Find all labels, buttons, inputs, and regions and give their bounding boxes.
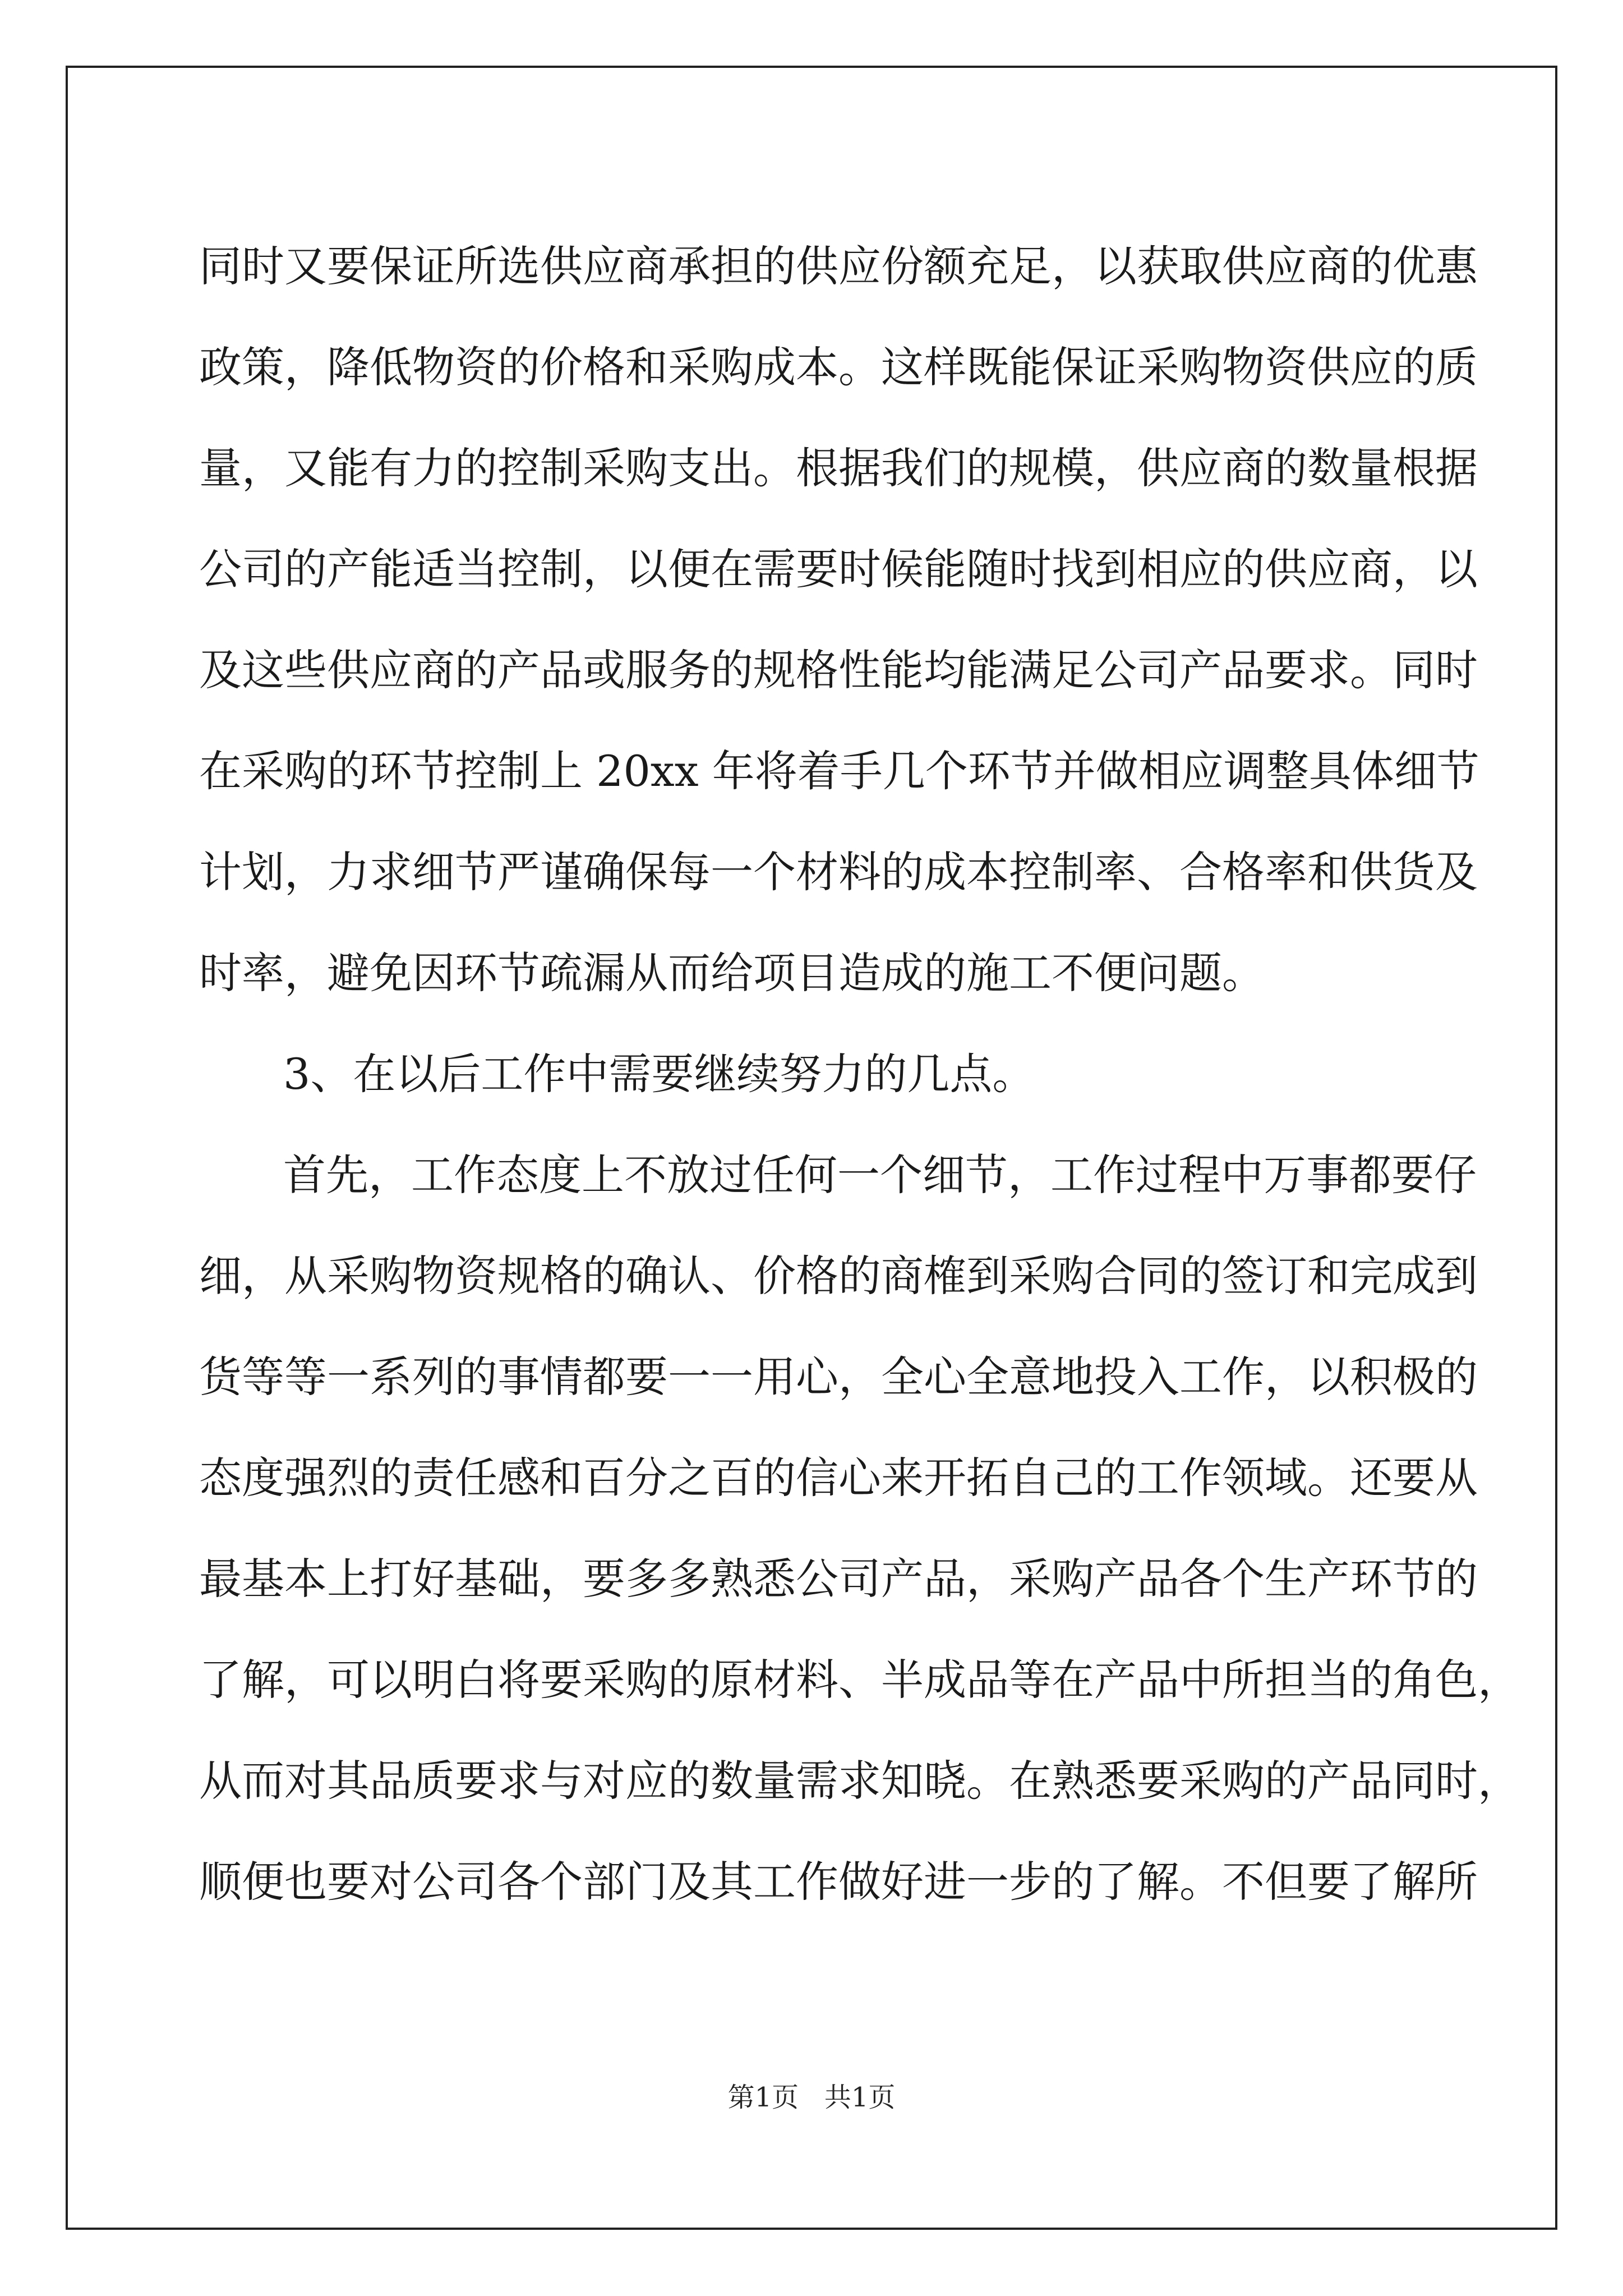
- body-line: 时率，避免因环节疏漏从而给项目造成的施工不便问题。: [199, 948, 1265, 998]
- document-body: [199, 216, 1520, 1932]
- body-line: 态度强烈的责任感和百分之百的信心来开拓自己的工作领域。还要从: [199, 1453, 1478, 1503]
- body-line: 公司的产能适当控制，以便在需要时候能随时找到相应的供应商，以: [199, 544, 1478, 594]
- body-line: 首先，工作态度上不放过任何一个细节，工作过程中万事都要仔: [283, 1150, 1477, 1200]
- body-line: 政策，降低物资的价格和采购成本。这样既能保证采购物资供应的质: [199, 342, 1478, 392]
- section-heading: 3、在以后工作中需要继续努力的几点。: [283, 1049, 1035, 1099]
- page-footer: 第1页 共1页: [727, 2082, 896, 2113]
- body-line: 顺便也要对公司各个部门及其工作做好进一步的了解。不但要了解所: [199, 1857, 1478, 1907]
- body-line: 量，又能有力的控制采购支出。根据我们的规模，供应商的数量根据: [199, 443, 1478, 493]
- body-line: 最基本上打好基础，要多多熟悉公司产品，采购产品各个生产环节的: [199, 1554, 1478, 1604]
- body-line: 货等等一系列的事情都要一一用心，全心全意地投入工作，以积极的: [199, 1352, 1478, 1402]
- body-line: 同时又要保证所选供应商承担的供应份额充足，以获取供应商的优惠: [199, 241, 1478, 291]
- body-line: 在采购的环节控制上 20xx 年将着手几个环节并做相应调整具体细节: [199, 746, 1479, 796]
- body-line: 了解，可以明白将要采购的原材料、半成品等在产品中所担当的角色，: [199, 1655, 1520, 1705]
- body-line: 计划，力求细节严谨确保每一个材料的成本控制率、合格率和供货及: [199, 847, 1478, 897]
- body-line: 及这些供应商的产品或服务的规格性能均能满足公司产品要求。同时: [199, 645, 1478, 695]
- body-line: 从而对其品质要求与对应的数量需求知晓。在熟悉要采购的产品同时，: [199, 1756, 1520, 1806]
- body-line: 细，从采购物资规格的确认、价格的商榷到采购合同的签订和完成到: [199, 1251, 1478, 1301]
